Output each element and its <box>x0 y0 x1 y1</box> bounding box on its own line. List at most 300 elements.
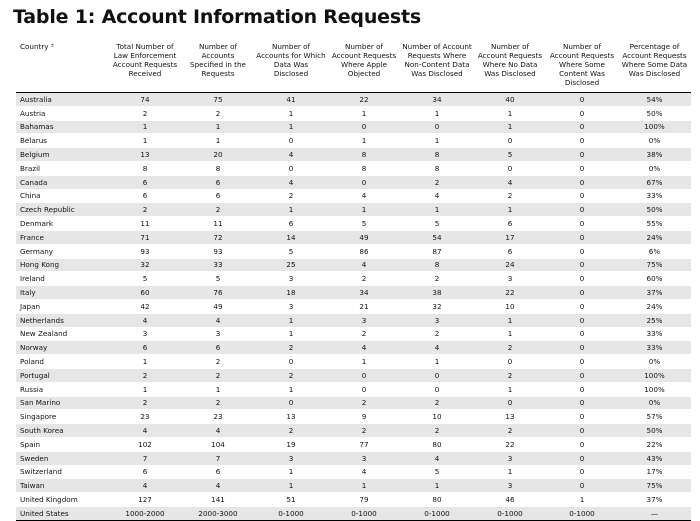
cell-percentage-disclosed: 75% <box>618 258 691 272</box>
cell-total-requests: 93 <box>108 244 182 258</box>
cell-accounts-disclosed: 0 <box>254 396 328 410</box>
cell-non-content-disclosed: 1 <box>400 134 474 148</box>
cell-accounts-disclosed: 3 <box>254 272 328 286</box>
cell-apple-objected: 49 <box>328 230 400 244</box>
cell-non-content-disclosed: 32 <box>400 299 474 313</box>
cell-accounts-disclosed: 1 <box>254 203 328 217</box>
table-row <box>16 93 691 107</box>
cell-some-content-disclosed: 0 <box>546 286 618 300</box>
table-row <box>16 465 691 479</box>
cell-accounts-disclosed: 13 <box>254 410 328 424</box>
cell-non-content-disclosed: 8 <box>400 258 474 272</box>
cell-accounts-specified: 23 <box>182 410 254 424</box>
cell-apple-objected: 4 <box>328 189 400 203</box>
table-row <box>16 506 691 520</box>
cell-some-content-disclosed: 0 <box>546 355 618 369</box>
table-row <box>16 230 691 244</box>
cell-no-data-disclosed: 6 <box>474 244 546 258</box>
cell-apple-objected: 2 <box>328 396 400 410</box>
cell-country: China <box>16 189 108 203</box>
table-title: Table 1: Account Information Requests <box>13 6 421 28</box>
table-row <box>16 410 691 424</box>
cell-some-content-disclosed: 0 <box>546 368 618 382</box>
cell-country: Ireland <box>16 272 108 286</box>
cell-total-requests: 74 <box>108 93 182 107</box>
cell-accounts-specified: 1 <box>182 120 254 134</box>
cell-apple-objected: 77 <box>328 437 400 451</box>
cell-non-content-disclosed: 2 <box>400 327 474 341</box>
table-row <box>16 134 691 148</box>
cell-non-content-disclosed: 1 <box>400 106 474 120</box>
cell-percentage-disclosed: 17% <box>618 465 691 479</box>
cell-apple-objected: 3 <box>328 313 400 327</box>
cell-some-content-disclosed: 0 <box>546 382 618 396</box>
cell-country: Italy <box>16 286 108 300</box>
cell-non-content-disclosed: 80 <box>400 493 474 507</box>
cell-country: Bahamas <box>16 120 108 134</box>
cell-percentage-disclosed: 50% <box>618 424 691 438</box>
cell-apple-objected: 34 <box>328 286 400 300</box>
cell-percentage-disclosed: 37% <box>618 286 691 300</box>
cell-apple-objected: 1 <box>328 479 400 493</box>
cell-percentage-disclosed: 100% <box>618 382 691 396</box>
cell-accounts-disclosed: 25 <box>254 258 328 272</box>
table-row <box>16 272 691 286</box>
cell-non-content-disclosed: 1 <box>400 203 474 217</box>
cell-non-content-disclosed: 4 <box>400 189 474 203</box>
cell-country: France <box>16 230 108 244</box>
cell-some-content-disclosed: 0 <box>546 106 618 120</box>
cell-country: New Zealand <box>16 327 108 341</box>
cell-no-data-disclosed: 4 <box>474 175 546 189</box>
cell-country: Germany <box>16 244 108 258</box>
cell-accounts-specified: 8 <box>182 161 254 175</box>
cell-some-content-disclosed: 0 <box>546 479 618 493</box>
cell-total-requests: 60 <box>108 286 182 300</box>
header-non-content-disclosed: Number of Account Requests Where Non-Content Data Was Disclosed <box>400 40 474 93</box>
cell-total-requests: 4 <box>108 479 182 493</box>
header-row <box>16 40 691 93</box>
cell-accounts-disclosed: 2 <box>254 189 328 203</box>
cell-total-requests: 23 <box>108 410 182 424</box>
cell-accounts-disclosed: 1 <box>254 382 328 396</box>
header-apple-objected: Number of Account Requests Where Apple Objected <box>328 40 400 93</box>
table-row <box>16 313 691 327</box>
cell-no-data-disclosed: 3 <box>474 451 546 465</box>
cell-accounts-disclosed: 0 <box>254 355 328 369</box>
cell-accounts-specified: 6 <box>182 465 254 479</box>
cell-total-requests: 2 <box>108 368 182 382</box>
cell-non-content-disclosed: 10 <box>400 410 474 424</box>
cell-country: Brazil <box>16 161 108 175</box>
cell-accounts-specified: 11 <box>182 217 254 231</box>
cell-no-data-disclosed: 2 <box>474 368 546 382</box>
table-row <box>16 327 691 341</box>
cell-apple-objected: 8 <box>328 148 400 162</box>
cell-percentage-disclosed: 0% <box>618 134 691 148</box>
cell-apple-objected: 2 <box>328 327 400 341</box>
cell-accounts-specified: 5 <box>182 272 254 286</box>
cell-non-content-disclosed: 80 <box>400 437 474 451</box>
cell-total-requests: 71 <box>108 230 182 244</box>
cell-accounts-disclosed: 1 <box>254 120 328 134</box>
cell-accounts-specified: 2 <box>182 106 254 120</box>
cell-total-requests: 1 <box>108 382 182 396</box>
cell-percentage-disclosed: 75% <box>618 479 691 493</box>
cell-no-data-disclosed: 10 <box>474 299 546 313</box>
cell-accounts-specified: 4 <box>182 313 254 327</box>
cell-percentage-disclosed: 50% <box>618 203 691 217</box>
cell-accounts-specified: 49 <box>182 299 254 313</box>
cell-no-data-disclosed: 2 <box>474 424 546 438</box>
cell-non-content-disclosed: 54 <box>400 230 474 244</box>
cell-non-content-disclosed: 0 <box>400 120 474 134</box>
cell-some-content-disclosed: 0 <box>546 465 618 479</box>
cell-apple-objected: 9 <box>328 410 400 424</box>
cell-no-data-disclosed: 1 <box>474 120 546 134</box>
table-row <box>16 203 691 217</box>
cell-total-requests: 2 <box>108 106 182 120</box>
cell-accounts-disclosed: 18 <box>254 286 328 300</box>
cell-country: Australia <box>16 93 108 107</box>
cell-apple-objected: 86 <box>328 244 400 258</box>
cell-country: Denmark <box>16 217 108 231</box>
table-row <box>16 148 691 162</box>
cell-total-requests: 102 <box>108 437 182 451</box>
cell-accounts-disclosed: 0 <box>254 134 328 148</box>
cell-some-content-disclosed: 0 <box>546 396 618 410</box>
cell-no-data-disclosed: 24 <box>474 258 546 272</box>
table-row <box>16 286 691 300</box>
cell-apple-objected: 2 <box>328 424 400 438</box>
cell-country: South Korea <box>16 424 108 438</box>
cell-country: Belgium <box>16 148 108 162</box>
cell-accounts-disclosed: 6 <box>254 217 328 231</box>
cell-apple-objected: 1 <box>328 134 400 148</box>
cell-accounts-disclosed: 2 <box>254 368 328 382</box>
cell-no-data-disclosed: 3 <box>474 272 546 286</box>
cell-some-content-disclosed: 0 <box>546 258 618 272</box>
cell-non-content-disclosed: 3 <box>400 313 474 327</box>
cell-percentage-disclosed: 24% <box>618 299 691 313</box>
cell-accounts-specified: 2 <box>182 396 254 410</box>
cell-total-requests: 13 <box>108 148 182 162</box>
cell-country: Poland <box>16 355 108 369</box>
cell-accounts-specified: 33 <box>182 258 254 272</box>
cell-percentage-disclosed: 60% <box>618 272 691 286</box>
cell-accounts-specified: 4 <box>182 424 254 438</box>
cell-non-content-disclosed: 2 <box>400 272 474 286</box>
cell-accounts-specified: 2 <box>182 355 254 369</box>
cell-apple-objected: 1 <box>328 106 400 120</box>
cell-some-content-disclosed: 0 <box>546 189 618 203</box>
cell-some-content-disclosed: 0 <box>546 327 618 341</box>
cell-total-requests: 6 <box>108 341 182 355</box>
table-row <box>16 258 691 272</box>
cell-no-data-disclosed: 0-1000 <box>474 506 546 520</box>
table-row <box>16 120 691 134</box>
cell-total-requests: 7 <box>108 451 182 465</box>
cell-some-content-disclosed: 0 <box>546 451 618 465</box>
cell-accounts-specified: 20 <box>182 148 254 162</box>
cell-no-data-disclosed: 0 <box>474 134 546 148</box>
cell-total-requests: 2 <box>108 203 182 217</box>
cell-accounts-disclosed: 5 <box>254 244 328 258</box>
cell-accounts-disclosed: 3 <box>254 299 328 313</box>
cell-percentage-disclosed: 57% <box>618 410 691 424</box>
cell-non-content-disclosed: 2 <box>400 175 474 189</box>
cell-no-data-disclosed: 17 <box>474 230 546 244</box>
cell-non-content-disclosed: 87 <box>400 244 474 258</box>
cell-country: Russia <box>16 382 108 396</box>
cell-apple-objected: 0 <box>328 368 400 382</box>
cell-apple-objected: 8 <box>328 161 400 175</box>
cell-country: Czech Republic <box>16 203 108 217</box>
cell-accounts-disclosed: 51 <box>254 493 328 507</box>
cell-country: United Kingdom <box>16 493 108 507</box>
cell-total-requests: 8 <box>108 161 182 175</box>
cell-country: Taiwan <box>16 479 108 493</box>
cell-some-content-disclosed: 0 <box>546 410 618 424</box>
cell-country: Belarus <box>16 134 108 148</box>
cell-non-content-disclosed: 5 <box>400 217 474 231</box>
cell-total-requests: 1 <box>108 120 182 134</box>
cell-no-data-disclosed: 46 <box>474 493 546 507</box>
cell-country: United States <box>16 506 108 520</box>
cell-total-requests: 6 <box>108 175 182 189</box>
cell-country: Norway <box>16 341 108 355</box>
cell-some-content-disclosed: 0 <box>546 120 618 134</box>
cell-non-content-disclosed: 0 <box>400 382 474 396</box>
cell-some-content-disclosed: 0 <box>546 341 618 355</box>
cell-total-requests: 11 <box>108 217 182 231</box>
table-row <box>16 451 691 465</box>
cell-total-requests: 32 <box>108 258 182 272</box>
table-row <box>16 244 691 258</box>
table-row <box>16 493 691 507</box>
table-row <box>16 106 691 120</box>
cell-non-content-disclosed: 5 <box>400 465 474 479</box>
cell-apple-objected: 4 <box>328 465 400 479</box>
cell-percentage-disclosed: — <box>618 506 691 520</box>
cell-no-data-disclosed: 1 <box>474 203 546 217</box>
cell-total-requests: 127 <box>108 493 182 507</box>
cell-no-data-disclosed: 22 <box>474 286 546 300</box>
cell-percentage-disclosed: 67% <box>618 175 691 189</box>
cell-total-requests: 1000-2000 <box>108 506 182 520</box>
table-row <box>16 341 691 355</box>
cell-some-content-disclosed: 0 <box>546 134 618 148</box>
cell-percentage-disclosed: 0% <box>618 161 691 175</box>
cell-total-requests: 4 <box>108 424 182 438</box>
cell-percentage-disclosed: 22% <box>618 437 691 451</box>
cell-percentage-disclosed: 33% <box>618 189 691 203</box>
cell-accounts-specified: 76 <box>182 286 254 300</box>
cell-percentage-disclosed: 0% <box>618 355 691 369</box>
cell-percentage-disclosed: 0% <box>618 396 691 410</box>
cell-accounts-disclosed: 41 <box>254 93 328 107</box>
cell-accounts-disclosed: 0 <box>254 161 328 175</box>
table-row <box>16 368 691 382</box>
cell-total-requests: 2 <box>108 396 182 410</box>
table-row <box>16 355 691 369</box>
cell-apple-objected: 4 <box>328 258 400 272</box>
cell-non-content-disclosed: 38 <box>400 286 474 300</box>
cell-total-requests: 6 <box>108 465 182 479</box>
cell-non-content-disclosed: 2 <box>400 424 474 438</box>
cell-apple-objected: 1 <box>328 203 400 217</box>
cell-some-content-disclosed: 0 <box>546 313 618 327</box>
cell-accounts-disclosed: 1 <box>254 479 328 493</box>
cell-percentage-disclosed: 100% <box>618 120 691 134</box>
header-no-data-disclosed: Number of Account Requests Where No Data Was Disclosed <box>474 40 546 93</box>
cell-percentage-disclosed: 55% <box>618 217 691 231</box>
cell-some-content-disclosed: 0 <box>546 93 618 107</box>
table-row <box>16 161 691 175</box>
cell-percentage-disclosed: 24% <box>618 230 691 244</box>
cell-total-requests: 1 <box>108 134 182 148</box>
cell-no-data-disclosed: 0 <box>474 161 546 175</box>
header-total-requests: Total Number of Law Enforcement Account Requests Received <box>108 40 182 93</box>
header-some-content-disclosed: Number of Account Requests Where Some Content Was Disclosed <box>546 40 618 93</box>
cell-country: Switzerland <box>16 465 108 479</box>
cell-apple-objected: 0 <box>328 175 400 189</box>
cell-accounts-specified: 1 <box>182 382 254 396</box>
cell-percentage-disclosed: 25% <box>618 313 691 327</box>
cell-some-content-disclosed: 0 <box>546 161 618 175</box>
account-requests-table <box>16 40 691 521</box>
cell-country: Japan <box>16 299 108 313</box>
cell-country: Netherlands <box>16 313 108 327</box>
cell-percentage-disclosed: 54% <box>618 93 691 107</box>
cell-country: Singapore <box>16 410 108 424</box>
cell-accounts-disclosed: 0-1000 <box>254 506 328 520</box>
cell-accounts-disclosed: 19 <box>254 437 328 451</box>
table-row <box>16 175 691 189</box>
cell-apple-objected: 21 <box>328 299 400 313</box>
cell-no-data-disclosed: 1 <box>474 106 546 120</box>
cell-some-content-disclosed: 0 <box>546 148 618 162</box>
cell-non-content-disclosed: 2 <box>400 396 474 410</box>
cell-percentage-disclosed: 37% <box>618 493 691 507</box>
cell-accounts-specified: 2 <box>182 368 254 382</box>
cell-some-content-disclosed: 0 <box>546 424 618 438</box>
cell-non-content-disclosed: 1 <box>400 479 474 493</box>
table-row <box>16 424 691 438</box>
header-percentage-disclosed: Percentage of Account Requests Where Some Data Was Disclosed <box>618 40 691 93</box>
cell-accounts-disclosed: 2 <box>254 424 328 438</box>
cell-accounts-disclosed: 1 <box>254 106 328 120</box>
table-row <box>16 382 691 396</box>
cell-accounts-specified: 104 <box>182 437 254 451</box>
cell-percentage-disclosed: 33% <box>618 327 691 341</box>
cell-percentage-disclosed: 6% <box>618 244 691 258</box>
cell-no-data-disclosed: 6 <box>474 217 546 231</box>
cell-no-data-disclosed: 1 <box>474 382 546 396</box>
cell-apple-objected: 2 <box>328 272 400 286</box>
cell-apple-objected: 79 <box>328 493 400 507</box>
cell-non-content-disclosed: 0 <box>400 368 474 382</box>
cell-accounts-specified: 141 <box>182 493 254 507</box>
cell-no-data-disclosed: 2 <box>474 189 546 203</box>
cell-accounts-specified: 7 <box>182 451 254 465</box>
cell-some-content-disclosed: 0-1000 <box>546 506 618 520</box>
cell-no-data-disclosed: 1 <box>474 313 546 327</box>
cell-total-requests: 5 <box>108 272 182 286</box>
cell-total-requests: 3 <box>108 327 182 341</box>
cell-accounts-specified: 6 <box>182 341 254 355</box>
table-row <box>16 437 691 451</box>
header-accounts-disclosed: Number of Accounts for Which Data Was Disclosed <box>254 40 328 93</box>
cell-accounts-specified: 72 <box>182 230 254 244</box>
table-body <box>16 93 691 521</box>
cell-accounts-specified: 3 <box>182 327 254 341</box>
cell-accounts-disclosed: 4 <box>254 175 328 189</box>
cell-total-requests: 4 <box>108 313 182 327</box>
cell-apple-objected: 4 <box>328 341 400 355</box>
cell-no-data-disclosed: 3 <box>474 479 546 493</box>
cell-total-requests: 6 <box>108 189 182 203</box>
cell-no-data-disclosed: 40 <box>474 93 546 107</box>
cell-percentage-disclosed: 100% <box>618 368 691 382</box>
cell-apple-objected: 0 <box>328 382 400 396</box>
cell-non-content-disclosed: 8 <box>400 148 474 162</box>
cell-percentage-disclosed: 50% <box>618 106 691 120</box>
cell-country: Canada <box>16 175 108 189</box>
table-row <box>16 299 691 313</box>
header-country: Country ³ <box>16 40 108 93</box>
table-row <box>16 189 691 203</box>
cell-country: Austria <box>16 106 108 120</box>
cell-accounts-specified: 2 <box>182 203 254 217</box>
cell-accounts-specified: 1 <box>182 134 254 148</box>
cell-some-content-disclosed: 0 <box>546 244 618 258</box>
cell-no-data-disclosed: 22 <box>474 437 546 451</box>
cell-percentage-disclosed: 43% <box>618 451 691 465</box>
cell-no-data-disclosed: 0 <box>474 355 546 369</box>
table-row <box>16 479 691 493</box>
cell-accounts-disclosed: 1 <box>254 465 328 479</box>
cell-accounts-specified: 75 <box>182 93 254 107</box>
cell-some-content-disclosed: 0 <box>546 175 618 189</box>
cell-accounts-disclosed: 1 <box>254 313 328 327</box>
cell-apple-objected: 22 <box>328 93 400 107</box>
cell-total-requests: 1 <box>108 355 182 369</box>
cell-non-content-disclosed: 4 <box>400 451 474 465</box>
cell-non-content-disclosed: 0-1000 <box>400 506 474 520</box>
header-accounts-specified: Number of Accounts Specified in the Requests <box>182 40 254 93</box>
cell-some-content-disclosed: 0 <box>546 299 618 313</box>
cell-percentage-disclosed: 33% <box>618 341 691 355</box>
cell-some-content-disclosed: 0 <box>546 437 618 451</box>
cell-accounts-disclosed: 2 <box>254 341 328 355</box>
cell-accounts-disclosed: 1 <box>254 327 328 341</box>
cell-non-content-disclosed: 8 <box>400 161 474 175</box>
cell-no-data-disclosed: 13 <box>474 410 546 424</box>
cell-accounts-specified: 4 <box>182 479 254 493</box>
cell-some-content-disclosed: 0 <box>546 217 618 231</box>
cell-country: Hong Kong <box>16 258 108 272</box>
cell-accounts-specified: 6 <box>182 189 254 203</box>
cell-non-content-disclosed: 34 <box>400 93 474 107</box>
cell-accounts-specified: 2000-3000 <box>182 506 254 520</box>
cell-apple-objected: 5 <box>328 217 400 231</box>
cell-non-content-disclosed: 4 <box>400 341 474 355</box>
cell-country: San Marino <box>16 396 108 410</box>
cell-accounts-specified: 6 <box>182 175 254 189</box>
cell-some-content-disclosed: 0 <box>546 272 618 286</box>
table-row <box>16 396 691 410</box>
